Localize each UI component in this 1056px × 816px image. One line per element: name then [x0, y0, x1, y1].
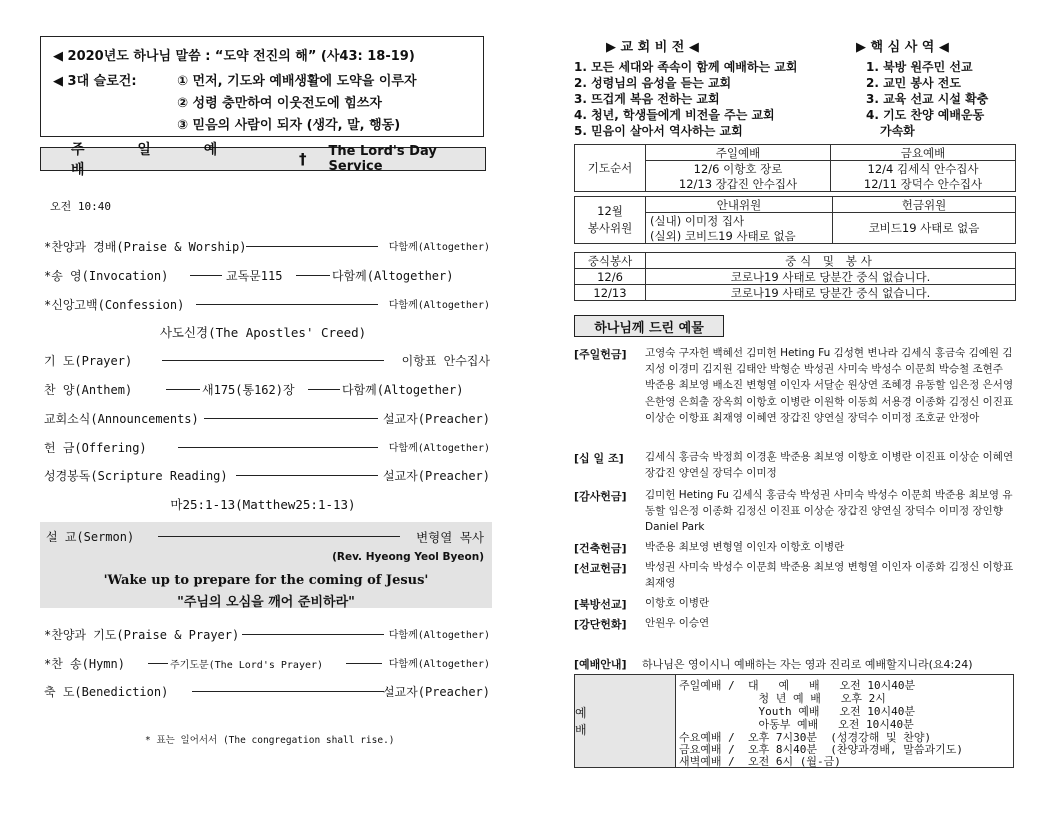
vision-item: 2. 성령님의 음성을 듣는 교회	[574, 76, 732, 90]
offering-category: [강단헌화]	[574, 618, 627, 631]
vision-item: 5. 믿음이 살아서 역사하는 교회	[574, 124, 743, 138]
cross-icon: †	[299, 150, 307, 168]
ministry-item: 1. 북방 원주민 선교	[866, 60, 973, 74]
prayer-row-label: 기도순서	[575, 145, 646, 192]
schedule-line: 청 년 예 배 오후 2시	[679, 692, 886, 705]
offering-category: [십 일 조]	[574, 452, 624, 465]
ministry-item: 4. 기도 찬양 예배운동	[866, 108, 985, 122]
offering-category: [북방선교]	[574, 598, 627, 611]
volunteer-cell: 코비드19 사태로 없음	[833, 213, 1016, 244]
prayer-order-table	[574, 144, 1016, 192]
volunteer-col-guide: 안내위원	[646, 197, 833, 213]
offering-category: [선교헌금]	[574, 562, 627, 575]
lunch-text: 코로나19 사태로 당분간 중식 없습니다.	[646, 269, 1016, 285]
ministry-heading: ▶ 핵 심 사 역 ◀	[856, 40, 949, 55]
slogan-2: ② 성령 충만하여 이웃전도에 힘쓰자	[177, 96, 382, 111]
lunch-text: 코로나19 사태로 당분간 중식 없습니다.	[646, 285, 1016, 301]
offering-category: [건축헌금]	[574, 542, 627, 555]
lunch-date: 12/6	[575, 269, 646, 285]
footnote: * 표는 일어서서 (The congregation shall rise.)	[145, 735, 395, 746]
offering-category: [감사헌금]	[574, 490, 627, 503]
volunteer-cell: (실내) 이미정 집사	[646, 213, 833, 229]
prayer-col-sunday: 주일예배	[646, 145, 831, 161]
service-time: 오전 10:40	[50, 200, 111, 213]
service-title-en: The Lord's Day Service	[328, 144, 437, 174]
sermon-box	[40, 522, 492, 608]
lunch-header: 중식 및 봉사	[646, 253, 1016, 269]
lunch-date: 12/13	[575, 285, 646, 301]
creed: 사도신경(The Apostles' Creed)	[159, 325, 367, 340]
prayer-cell: 12/4 김세식 안수집사	[831, 161, 1016, 177]
vision-item: 4. 청년, 학생들에게 비전을 주는 교회	[574, 108, 775, 122]
prayer-cell: 12/11 장덕수 안수집사	[831, 176, 1016, 192]
worship-guide-label: [예배안내]	[574, 658, 627, 671]
sermon-title-ko: "주님의 오심을 깨어 준비하라"	[177, 595, 355, 610]
offering-category: [주일헌금]	[574, 348, 627, 361]
volunteer-table	[574, 196, 1016, 244]
vision-heading: ▶ 교 회 비 전 ◀	[606, 40, 699, 55]
sermon-preacher: 변형열 목사	[416, 530, 484, 545]
worship-schedule-table	[574, 674, 1014, 768]
schedule-line: 아동부 예배 오전 10시40분	[679, 718, 914, 731]
worship-guide-text: 하나님은 영이시니 예배하는 자는 영과 진리로 예배할지니라(요4:24)	[642, 658, 973, 671]
prayer-cell: 12/13 장갑진 안수집사	[646, 176, 831, 192]
volunteer-row-label: 12월 봉사위원	[575, 197, 646, 244]
offering-names: 김세식 홍금숙 박정희 이경훈 박준용 최보영 이항호 이병란 이진표 이상순 이혜연 장갑진 양연실 장덕수 이미정	[645, 451, 1014, 480]
offering-names: 김미헌 Heting Fu 김세식 홍금숙 박성권 사미숙 박성수 이문희 박준용 최보영 유동할 임은정 이종화 김정신 이진표 이상순 장갑진 양연실 장덕수 이미정 장인향 Daniel Park	[645, 489, 1013, 534]
vision-item: 1. 모든 세대와 족속이 함께 예배하는 교회	[574, 60, 798, 74]
ministry-item: 3. 교육 선교 시설 확충	[866, 92, 989, 106]
sermon-preacher-en: (Rev. Hyeong Yeol Byeon)	[332, 551, 484, 563]
lunch-header: 중식봉사	[575, 253, 646, 269]
ministry-item: 가속화	[880, 124, 915, 138]
volunteer-col-offering: 헌금위원	[833, 197, 1016, 213]
year-theme: ◀ 2020년도 하나님 말씀 : “도약 전진의 해” (사43: 18-19)	[53, 49, 415, 64]
scripture-ref: 마25:1-13(Matthew25:1-13)	[170, 497, 356, 512]
schedule-line: 수요예배 / 오후 7시30분 (성경강해 및 찬양)	[679, 731, 932, 744]
offering-names: 이항호 이병란	[645, 597, 710, 609]
slogan-3: ③ 믿음의 사람이 되자 (생각, 말, 행동)	[177, 118, 401, 133]
offering-title: 하나님께 드린 예물	[574, 315, 724, 337]
sermon-label: 설 교(Sermon)	[46, 530, 135, 544]
prayer-col-friday: 금요예배	[831, 145, 1016, 161]
schedule-line: 금요예배 / 오후 8시40분 (찬양과경배, 말씀과기도)	[679, 743, 963, 756]
prayer-cell: 12/6 이항호 장로	[646, 161, 831, 177]
schedule-line: 새벽예배 / 오전 6시 (월-금)	[679, 755, 841, 768]
offering-names: 고영숙 구자헌 백혜선 김미헌 Heting Fu 김성현 변나라 김세식 홍금숙 김예원 김지성 이경미 김지원 김태안 박형순 박성권 사미숙 박성수 이문희 박승철 조현주 박준용 최보영 배소진 변형열 이인자 서달순 원상연 조혜경 유동할 임은정 은서영 은한영 은희출 장옥희 이항호 이병란 이원학 이동희 서용경 이종화 김정신 이진표 이상순 이항표 최재영 이혜연 장갑진 양연실 장덕수 이미정 조호균 안정아	[645, 347, 1014, 424]
slogan-label: ◀ 3대 슬로건:	[53, 74, 137, 89]
vision-item: 3. 뜨겁게 복음 전하는 교회	[574, 92, 720, 106]
volunteer-cell: (실외) 코비드19 사태로 없음	[646, 228, 833, 244]
service-title	[40, 142, 486, 178]
offering-names: 박성권 사미숙 박성수 이문희 박준용 최보영 변형열 이인자 이종화 김정신 이항표 최재영	[645, 561, 1014, 590]
offering-names: 안원우 이승연	[645, 617, 710, 629]
sermon-title-en: 'Wake up to prepare for the coming of Jesus'	[103, 573, 429, 588]
worship-schedule-label: 예 배	[575, 675, 676, 767]
schedule-line: Youth 예배 오전 10시40분	[679, 705, 915, 718]
year-theme-box	[40, 36, 484, 137]
lunch-table	[574, 252, 1016, 301]
offering-names: 박준용 최보영 변형열 이인자 이항호 이병란	[645, 541, 845, 553]
slogan-1: ① 먼저, 기도와 예배생활에 도약을 이루자	[177, 74, 417, 89]
ministry-item: 2. 교민 봉사 전도	[866, 76, 961, 90]
schedule-line: 주일예배 / 대 예 배 오전 10시40분	[679, 679, 916, 692]
service-title-ko: 주 일 예 배	[71, 142, 242, 178]
